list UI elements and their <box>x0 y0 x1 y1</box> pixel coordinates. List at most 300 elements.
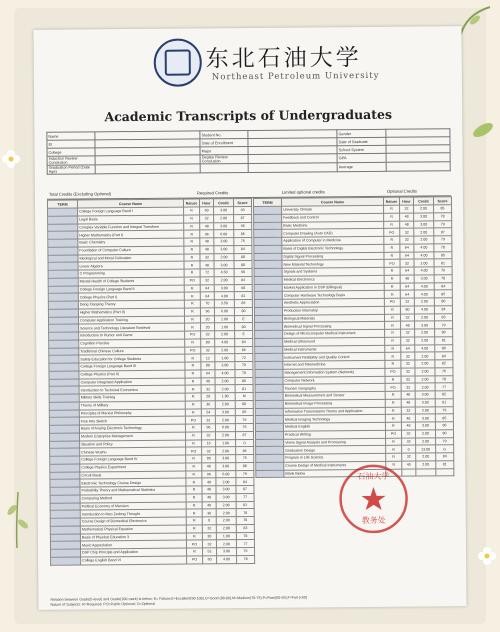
course-name-cell: Complex Variable Function and Integral Transform <box>78 223 184 232</box>
course-name-cell: Biomedical Signal Processing <box>283 322 385 331</box>
score-header: Score <box>433 197 451 205</box>
nature-cell: R <box>385 329 401 337</box>
course-name-cell: DSP Chip Principle and Application <box>81 548 187 557</box>
score-cell: 81 <box>434 259 452 267</box>
course-name-cell: Circuit Basis <box>80 471 186 480</box>
score-cell: 86 <box>235 377 253 385</box>
course-name-cell: Basic Medicine <box>282 221 384 230</box>
course-name-cell: Tourism Geography <box>283 384 385 393</box>
score-cell: 81 <box>435 336 453 344</box>
course-name-cell: College Foreign Language Band IV <box>80 455 186 464</box>
course-name-cell: Practical Writing <box>283 430 385 439</box>
credit-cell: 2.00 <box>215 400 235 408</box>
credit-cell: 3.00 <box>217 548 237 556</box>
course-name-cell: Military Skills Training <box>79 393 185 402</box>
nature-cell: R <box>184 238 200 246</box>
nature-header: Nature <box>383 197 399 205</box>
nature-cell: R <box>184 308 200 316</box>
nature-cell: R <box>186 501 202 509</box>
university-seal-icon <box>154 38 202 86</box>
nature-cell: R <box>386 438 402 446</box>
credit-cell: 2.00 <box>416 461 436 469</box>
course-name-cell: Information Transmission Theory and Application <box>283 407 385 416</box>
hour-cell: 64 <box>200 284 214 292</box>
score-cell: 81 <box>235 385 253 393</box>
major-label: Major <box>200 147 248 155</box>
course-name-cell: University Climate <box>282 205 384 214</box>
score-cell: E <box>235 330 253 338</box>
score-cell: 90 <box>234 268 252 276</box>
required-credits-label: Required Credits <box>196 190 229 196</box>
nature-cell: R <box>385 352 401 360</box>
credit-cell: 2.00 <box>415 383 435 391</box>
nature-cell: R <box>184 207 200 215</box>
nature-cell: R <box>184 261 200 269</box>
transcript-header <box>33 26 462 100</box>
nature-cell: R <box>385 321 401 329</box>
course-name-cell: Medical Ultrasound <box>283 337 385 346</box>
nature-cell: PO <box>186 540 202 548</box>
hour-cell: 60 <box>203 556 217 564</box>
hour-cell: 48 <box>401 391 415 399</box>
score-cell: 81 <box>234 292 252 300</box>
hour-cell: 32 <box>401 383 415 391</box>
score-cell: 79 <box>436 437 454 445</box>
transcript-footer <box>50 594 454 608</box>
score-cell: 84 <box>435 352 453 360</box>
score-cell: 84 <box>434 305 452 313</box>
nature-cell: R <box>385 407 401 415</box>
score-cell: 77 <box>435 383 453 391</box>
course-name-cell: Basis of Analog Electronic Technology <box>79 424 185 433</box>
hour-cell: 32 <box>201 331 215 339</box>
score-cell: 80 <box>435 344 453 352</box>
course-row <box>51 555 255 565</box>
student-no-label: Student No. <box>200 131 248 139</box>
course-name-cell: Design of Microcomputer Medical Instrument <box>283 329 385 338</box>
course-name-cell: Signals and Systems <box>282 267 384 276</box>
score-cell: M <box>235 392 253 400</box>
course-name-cell: Digital Signal Processing <box>282 252 384 261</box>
score-cell: 88 <box>236 462 254 470</box>
score-cell: 72 <box>235 354 253 362</box>
nature-cell: R <box>185 323 201 331</box>
course-name-cell: Introduction to Humor and Game <box>79 331 185 340</box>
hour-cell: 64 <box>400 252 414 260</box>
credit-cell: 2.00 <box>414 236 434 244</box>
nature-cell: PO <box>185 346 201 354</box>
score-cell: 85 <box>235 408 253 416</box>
grade-relation-note: Relation between Grade(5-level) and Grade(100-mark) is below: E= Failure;E=Excellent(90-100),G=Good (80-89),M=Medium(70-79),P=Pass(60-69),F=Fail (<60) <box>50 595 308 602</box>
nature-cell: R <box>384 306 400 314</box>
nature-cell: R <box>186 525 202 533</box>
score-cell: 95 <box>234 222 252 230</box>
course-name-cell: C Programming <box>78 269 184 278</box>
course-name-cell: Course Design of Biomedical Electronics <box>80 517 186 526</box>
hour-cell: 48 <box>200 238 214 246</box>
score-cell: 86 <box>236 447 254 455</box>
credit-cell: 2.00 <box>415 368 435 376</box>
hour-cell: 48 <box>401 414 415 422</box>
score-cell: 85 <box>234 230 252 238</box>
nature-cell: R <box>384 236 400 244</box>
hour-cell: 54 <box>201 408 215 416</box>
nature-cell: R <box>186 532 202 540</box>
hour-cell: 48 <box>200 261 214 269</box>
hour-cell: 32 <box>402 453 416 461</box>
hour-cell: 32 <box>202 525 216 533</box>
score-cell: 77 <box>236 493 254 501</box>
score-cell: 70 <box>235 361 253 369</box>
nature-cell: R <box>185 354 201 362</box>
degree-review-label: Degree Review Conclusion <box>200 155 248 164</box>
nature-cell: R <box>385 360 401 368</box>
credit-cell: 1.00 <box>214 315 234 323</box>
hour-cell: 32 <box>200 277 214 285</box>
credit-cell: 4.00 <box>214 292 234 300</box>
credit-cell: 3.00 <box>216 455 236 463</box>
hour-cell: 32 <box>400 236 414 244</box>
hour-cell: 64 <box>400 283 414 291</box>
hour-cell: 48 <box>401 399 415 407</box>
score-cell: 81 <box>436 460 454 468</box>
course-name-cell: Principles of Marxist Philosophy <box>79 409 185 418</box>
hour-cell: 32 <box>401 360 415 368</box>
credit-cell: 3.00 <box>216 462 236 470</box>
score-cell: 84 <box>234 276 252 284</box>
score-cell: 83 <box>434 313 452 321</box>
course-name-cell: Modern Enterprise Management <box>79 432 185 441</box>
term-cell <box>256 470 284 478</box>
nature-cell: R <box>184 222 200 230</box>
score-cell: 75 <box>236 454 254 462</box>
credit-cell: 4.00 <box>414 282 434 290</box>
course-name-cell: Basis of Digital Electronic Technology <box>282 244 384 253</box>
score-cell: 80 <box>435 329 453 337</box>
nature-cell: R <box>185 408 201 416</box>
school-system-label: School System <box>337 145 385 153</box>
course-name-cell: Introduction to Technical Economics <box>79 385 185 394</box>
nature-cell: R <box>184 315 200 323</box>
credit-cell: 4.00 <box>415 344 435 352</box>
hour-cell: 32 <box>401 430 415 438</box>
score-cell: 68 <box>234 284 252 292</box>
hour-cell: 30 <box>202 532 216 540</box>
flower-decoration-left <box>0 148 22 170</box>
hour-cell: 0 <box>402 445 416 453</box>
credit-cell: 2.00 <box>214 253 234 261</box>
hour-cell: 32 <box>401 368 415 376</box>
credit-cell: 1.00 <box>215 354 235 362</box>
score-cell: 84 <box>436 453 454 461</box>
hour-cell: 32 <box>401 407 415 415</box>
credit-cell: 6.00 <box>215 424 235 432</box>
course-name-cell: Market Application in DSP (Bilingual) <box>282 283 384 292</box>
course-name-cell: Situation and Policy <box>80 440 186 449</box>
course-name-cell: Computer Application Training <box>78 316 184 325</box>
score-cell: 84 <box>235 338 253 346</box>
university-name-english: Northeast Petroleum University <box>211 70 380 83</box>
course-name-cell: College Physics Experiment <box>80 463 186 472</box>
credit-cell: 2.00 <box>216 524 236 532</box>
credit-cell: 3.00 <box>214 238 234 246</box>
score-cell: 79 <box>435 406 453 414</box>
nature-cell: R <box>385 422 401 430</box>
credit-cell: 3.00 <box>415 399 435 407</box>
hour-cell: 32 <box>200 253 214 261</box>
average-label: Average <box>337 162 385 171</box>
nature-cell: R <box>185 424 201 432</box>
course-name-cell: Aesthetic Appreciation <box>282 298 384 307</box>
grades-table-right <box>253 196 454 478</box>
hour-cell: 96 <box>200 308 214 316</box>
score-cell: 80 <box>235 400 253 408</box>
credit-cell: 6.00 <box>214 307 234 315</box>
score-cell <box>436 468 454 476</box>
course-name-cell: Production Internship <box>282 306 384 315</box>
course-name-cell: Probability Theory and Mathematical Statistics <box>80 486 186 495</box>
subject-nature-note: Nature of Subjects: R=Required; PO=Public Optional; O=Optional <box>50 601 156 607</box>
hour-cell: 80 <box>202 455 216 463</box>
course-name-cell: College English Band VI <box>81 556 187 565</box>
score-cell: 76 <box>435 367 453 375</box>
hour-cell: 48 <box>401 321 415 329</box>
hour-cell: 48 <box>401 422 415 430</box>
hour-cell: 52 <box>203 548 217 556</box>
course-name-cell: College Foreign Language Band I <box>78 207 184 216</box>
nature-cell: R <box>385 391 401 399</box>
score-cell: 79 <box>435 321 453 329</box>
hour-cell: 48 <box>400 275 414 283</box>
score-cell: 78 <box>236 516 254 524</box>
score-cell: 81 <box>435 398 453 406</box>
term-cell <box>51 557 81 565</box>
nature-cell: PO <box>186 447 202 455</box>
credit-cell: 2.00 <box>216 540 236 548</box>
score-cell: 76 <box>235 423 253 431</box>
score-cell: 78 <box>236 509 254 517</box>
id-label: ID <box>47 140 95 148</box>
hour-cell: 32 <box>401 376 415 384</box>
credit-cell: 1.00 <box>216 532 236 540</box>
total-credits-label: Total Credits (Excluding Optional) <box>48 191 112 197</box>
credit-cell: 1.00 <box>216 439 236 447</box>
course-name-cell: Cognition Practice <box>79 339 185 348</box>
course-name-cell: New Material Technology <box>282 260 384 269</box>
hour-cell: 64 <box>401 345 415 353</box>
credit-cell: 2.00 <box>216 509 236 517</box>
course-name-cell: Higher Mathematics (Part I) <box>78 230 184 239</box>
hour-cell: 20 <box>201 323 215 331</box>
score-cell: G <box>436 445 454 453</box>
hour-cell: 12 <box>201 354 215 362</box>
credit-cell: 1.00 <box>215 323 235 331</box>
credit-cell: 2.00 <box>214 214 234 222</box>
hour-cell: 64 <box>201 370 215 378</box>
nature-cell: R <box>184 300 200 308</box>
course-name-cell: Graduation Design <box>284 446 386 455</box>
score-cell: 80 <box>434 298 452 306</box>
credit-cell: 4.50 <box>214 269 234 277</box>
gpa-label: GPA <box>337 153 385 162</box>
course-name-cell: Fine Arts Sketch <box>79 416 185 425</box>
credit-cell: 4.00 <box>414 290 434 298</box>
course-name-cell: College Physics (Part I) <box>78 292 184 301</box>
nature-cell: R <box>385 399 401 407</box>
nature-cell: R <box>186 486 202 494</box>
nature-cell: PO <box>187 556 203 564</box>
optional-credits-label: Optional Credits <box>386 188 417 194</box>
score-cell: 80 <box>435 429 453 437</box>
course-name-cell: Computer Integrated Application <box>79 378 185 387</box>
hour-cell: 32 <box>400 205 414 213</box>
course-name-cell: Computer Drawing (Auto CAD) <box>282 229 384 238</box>
nature-cell: PO <box>384 298 400 306</box>
score-cell: 85 <box>434 251 452 259</box>
credit-cell: 3.00 <box>414 220 434 228</box>
score-cell: 78 <box>434 243 452 251</box>
credit-cell: 2.00 <box>215 331 235 339</box>
nature-cell: R <box>186 517 202 525</box>
nature-cell: R <box>384 275 400 283</box>
credit-cell: 2.00 <box>415 375 435 383</box>
credit-cell: 6.00 <box>214 230 234 238</box>
credit-cell: 2.00 <box>414 298 434 306</box>
nature-cell: R <box>186 439 202 447</box>
nature-cell: R <box>185 432 201 440</box>
credit-cell: 3.00 <box>414 213 434 221</box>
nature-cell: R <box>386 461 402 469</box>
nature-cell: R <box>186 463 202 471</box>
nature-header: Nature <box>183 199 199 207</box>
credit-cell: 4.00 <box>414 244 434 252</box>
nature-cell: R <box>384 221 400 229</box>
course-name-header: Course Name <box>281 197 383 206</box>
hour-cell: 40 <box>202 478 216 486</box>
score-cell: 70 <box>235 369 253 377</box>
gender-label: Gender <box>337 129 385 137</box>
hour-cell: 32 <box>400 259 414 267</box>
course-name-cell: Computing Method <box>80 494 186 503</box>
hour-cell: 64 <box>400 290 414 298</box>
nature-cell: PO <box>385 430 401 438</box>
course-name-cell: Medical Electronics <box>282 275 384 284</box>
hour-cell: 64 <box>400 244 414 252</box>
hour-cell: 32 <box>201 385 215 393</box>
nature-cell: PO <box>384 259 400 267</box>
score-cell: 80 <box>234 307 252 315</box>
date-graduate-label: Date of Graduate <box>337 137 385 145</box>
stamp-subtext: 教务处 <box>361 515 386 526</box>
score-cell: 79 <box>236 470 254 478</box>
hour-cell: 32 <box>201 432 215 440</box>
credit-cell: 4.00 <box>215 369 235 377</box>
nature-cell: PO <box>384 228 400 236</box>
credit-cell: 4.00 <box>217 555 237 563</box>
course-name-cell: Music Appreciation <box>80 540 186 549</box>
score-cell: 79 <box>434 236 452 244</box>
nature-cell: R <box>386 445 402 453</box>
course-name-cell: College Foreign Language Band II <box>78 285 184 294</box>
course-name-cell: Science and Technology Literature Retrieval <box>79 323 185 332</box>
nature-cell: R <box>384 290 400 298</box>
hour-cell: 80 <box>400 306 414 314</box>
term-header: TERM <box>47 200 77 208</box>
hour-cell: 32 <box>400 314 414 322</box>
nature-cell: R <box>385 345 401 353</box>
course-name-cell: Medical English <box>283 422 385 431</box>
score-cell: 87 <box>434 228 452 236</box>
credit-cell: 3.00 <box>215 362 235 370</box>
leaf-decoration-right <box>468 115 498 145</box>
course-name-cell: Internet and Telemedicine <box>283 360 385 369</box>
course-name-cell: Mental Health of College Students <box>78 277 184 286</box>
nature-cell: R <box>185 401 201 409</box>
course-name-cell: Chinese Wushu <box>80 447 186 456</box>
hour-header: Hour <box>199 199 213 207</box>
course-name-cell: Higher Mathematics (Part II) <box>78 308 184 317</box>
credit-cell: 2.00 <box>416 437 436 445</box>
limited-optional-credits-label: Limited optional credits <box>281 189 325 195</box>
credit-cell: 2.00 <box>216 501 236 509</box>
credit-cell: 2.00 <box>415 360 435 368</box>
nature-cell: R <box>186 455 202 463</box>
credit-cell: 2.00 <box>414 205 434 213</box>
nature-cell: PO <box>185 416 201 424</box>
credit-cell: 2.00 <box>214 276 234 284</box>
score-cell: 84 <box>434 282 452 290</box>
score-cell: G <box>236 439 254 447</box>
score-cell: 87 <box>234 214 252 222</box>
graduation-period-label: Graduation Period (Date Age) <box>47 165 95 174</box>
credit-cell: 3.00 <box>214 245 234 253</box>
score-cell: 75 <box>237 547 255 555</box>
score-cell: 80 <box>234 261 252 269</box>
stamp-text: 石油大学 <box>357 471 390 482</box>
hour-cell: 40 <box>202 501 216 509</box>
score-cell: 79 <box>434 220 452 228</box>
credit-cell: 3.00 <box>415 422 435 430</box>
credit-cell: 1.00 <box>215 393 235 401</box>
score-cell: 79 <box>235 416 253 424</box>
course-name-cell: Blank Below <box>284 469 386 478</box>
university-name-chinese: 东北石油大学 <box>205 45 362 73</box>
induction-review-label: Induction Review Conclusion <box>47 156 95 165</box>
credit-cell: 3.00 <box>215 408 235 416</box>
hour-cell: 32 <box>400 298 414 306</box>
hour-cell: 32 <box>401 337 415 345</box>
nature-cell: R <box>185 339 201 347</box>
leaf-decoration-bottom-left <box>2 490 32 550</box>
nature-cell: R <box>384 205 400 213</box>
course-name-cell: Safety Education for College Students <box>79 354 185 363</box>
course-name-cell: Linear Algebra <box>78 261 184 270</box>
nature-cell: R <box>386 453 402 461</box>
hour-cell: 32 <box>200 215 214 223</box>
student-info-table <box>46 128 450 175</box>
course-name-cell: Electronic Technology Course Design <box>80 478 186 487</box>
course-name-cell: Computer Hardware Technology Basis <box>282 291 384 300</box>
nature-cell: PO <box>385 383 401 391</box>
credit-cell: 3.00 <box>214 207 234 215</box>
nature-cell: R <box>186 494 202 502</box>
hour-cell: 32 <box>202 447 216 455</box>
transcript-title: Academic Transcripts of Undergraduates <box>104 106 393 125</box>
nature-cell: R <box>384 283 400 291</box>
credit-cell: 2.00 <box>415 337 435 345</box>
hour-cell: 80 <box>201 362 215 370</box>
score-cell: 78 <box>237 555 255 563</box>
